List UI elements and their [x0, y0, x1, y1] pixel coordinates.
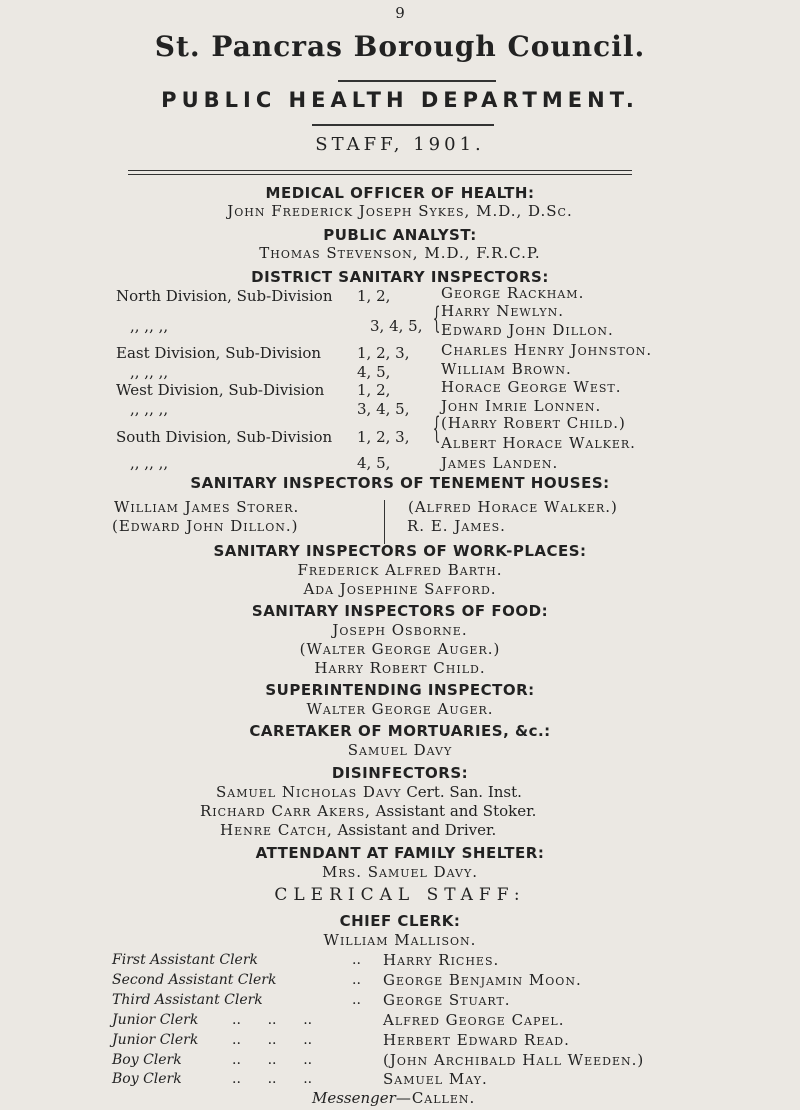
leader-dots: .. .. ..	[232, 1012, 313, 1028]
clerical-heading: CLERICAL STAFF:	[274, 885, 526, 905]
district-division: ,, ,, ,,	[130, 363, 169, 381]
analyst-heading: PUBLIC ANALYST:	[323, 226, 477, 244]
leader-dots: .. .. ..	[232, 1071, 313, 1087]
tenement-inspector-left: (Edward John Dillon.)	[112, 517, 299, 535]
tenement-inspector-right: (Alfred Horace Walker.)	[408, 498, 618, 516]
tenement-inspector-left: William James Storer.	[114, 498, 300, 516]
district-subs: 1, 2,	[357, 287, 391, 305]
district-inspector: Horace George West.	[441, 378, 622, 396]
district-inspector: Albert Horace Walker.	[441, 434, 636, 452]
district-division: ,, ,, ,,	[130, 400, 169, 418]
messenger-name: —Callen.	[395, 1089, 476, 1107]
chief-clerk-name: William Mallison.	[323, 931, 477, 949]
district-division: East Division, Sub-Division	[116, 344, 322, 362]
disinfector-line	[220, 821, 496, 839]
district-division: ,, ,, ,,	[130, 454, 169, 472]
clerk-title: Junior Clerk	[112, 1012, 199, 1028]
column-divider	[384, 500, 385, 544]
messenger-line	[312, 1089, 475, 1107]
double-rule	[128, 170, 632, 175]
district-division: South Division, Sub-Division	[116, 428, 333, 446]
clerk-name: George Benjamin Moon.	[383, 971, 582, 989]
clerk-title: First Assistant Clerk	[112, 952, 259, 968]
district-subs: 3, 4, 5,	[370, 317, 423, 335]
workplaces-inspector: Frederick Alfred Barth.	[297, 561, 503, 579]
district-division: ,, ,, ,,	[130, 317, 169, 335]
clerk-name: (John Archibald Hall Weeden.)	[383, 1051, 645, 1069]
clerk-name: Harry Riches.	[383, 951, 500, 969]
messenger-label: Messenger	[312, 1089, 396, 1107]
disinfector-name: Richard Carr Akers,	[200, 802, 371, 820]
clerk-name: Alfred George Capel.	[383, 1011, 565, 1029]
district-division: North Division, Sub-Division	[116, 287, 333, 305]
food-inspector: Harry Robert Child.	[314, 659, 486, 677]
food-heading: SANITARY INSPECTORS OF FOOD:	[251, 602, 549, 620]
clerk-title: Third Assistant Clerk	[112, 992, 263, 1008]
clerk-name: Herbert Edward Read.	[383, 1031, 570, 1049]
disinfector-note: Cert. San. Inst.	[406, 783, 522, 801]
workplaces-inspector: Ada Josephine Safford.	[303, 580, 497, 598]
district-inspector: James Landen.	[441, 454, 559, 472]
district-inspector: George Rackham.	[441, 284, 585, 302]
district-subs: 1, 2,	[357, 381, 391, 399]
caretaker-name: Samuel Davy	[347, 741, 453, 759]
tenement-heading: SANITARY INSPECTORS OF TENEMENT HOUSES:	[190, 474, 610, 492]
district-inspector: Edward John Dillon.	[441, 321, 614, 339]
district-subs: 1, 2, 3,	[357, 344, 410, 362]
leader-dots: .. .. ..	[232, 1032, 313, 1048]
district-inspector: William Brown.	[441, 360, 572, 378]
brace: {	[432, 411, 441, 446]
district-subs: 3, 4, 5,	[357, 400, 410, 418]
district-inspector: (Harry Robert Child.)	[441, 414, 626, 432]
caretaker-heading: CARETAKER OF MORTUARIES, &c.:	[249, 722, 551, 740]
staff-title: STAFF, 1901.	[315, 134, 485, 155]
disinfector-note: Assistant and Stoker.	[375, 802, 537, 820]
district-inspector: John Imrie Lonnen.	[441, 397, 602, 415]
disinfector-note: Assistant and Driver.	[337, 821, 497, 839]
chief-clerk-heading: CHIEF CLERK:	[339, 912, 461, 930]
leader-dots: ..	[352, 992, 361, 1008]
leader-dots: ..	[352, 972, 361, 988]
clerk-title: Second Assistant Clerk	[112, 972, 277, 988]
attendant-name: Mrs. Samuel Davy.	[322, 863, 478, 881]
district-inspector: Harry Newlyn.	[441, 302, 564, 320]
council-title: St. Pancras Borough Council.	[154, 30, 646, 63]
disinfector-name: Samuel Nicholas Davy	[216, 783, 402, 801]
tenement-inspector-right: R. E. James.	[407, 517, 506, 535]
moh-name: John Frederick Joseph Sykes, M.D., D.Sc.	[227, 202, 573, 220]
disinfector-line	[200, 802, 536, 820]
analyst-name: Thomas Stevenson, M.D., F.R.C.P.	[259, 244, 541, 262]
superintending-name: Walter George Auger.	[306, 700, 494, 718]
superintending-heading: SUPERINTENDING INSPECTOR:	[265, 681, 535, 699]
leader-dots: .. .. ..	[232, 1052, 313, 1068]
district-division: West Division, Sub-Division	[116, 381, 325, 399]
food-inspector: Joseph Osborne.	[332, 621, 468, 639]
district-subs: 4, 5,	[357, 454, 391, 472]
attendant-heading: ATTENDANT AT FAMILY SHELTER:	[255, 844, 545, 862]
clerk-title: Boy Clerk	[112, 1052, 182, 1068]
department-title: PUBLIC HEALTH DEPARTMENT.	[161, 88, 639, 112]
rule-mid	[312, 124, 494, 126]
rule-top	[338, 80, 496, 82]
district-subs: 4, 5,	[357, 363, 391, 381]
clerk-name: Samuel May.	[383, 1070, 488, 1088]
disinfectors-heading: DISINFECTORS:	[331, 764, 469, 782]
district-subs: 1, 2, 3,	[357, 428, 410, 446]
moh-heading: MEDICAL OFFICER OF HEALTH:	[265, 184, 535, 202]
disinfector-line	[216, 783, 522, 801]
brace: {	[432, 301, 441, 336]
leader-dots: ..	[352, 952, 361, 968]
district-inspector: Charles Henry Johnston.	[441, 341, 653, 359]
workplaces-heading: SANITARY INSPECTORS OF WORK-PLACES:	[213, 542, 587, 560]
disinfector-name: Henre Catch,	[220, 821, 333, 839]
clerk-name: George Stuart.	[383, 991, 511, 1009]
clerk-title: Boy Clerk	[112, 1071, 182, 1087]
food-inspector: (Walter George Auger.)	[299, 640, 501, 658]
clerk-title: Junior Clerk	[112, 1032, 199, 1048]
page-number: 9	[395, 4, 405, 22]
district-heading: DISTRICT SANITARY INSPECTORS:	[251, 268, 549, 286]
